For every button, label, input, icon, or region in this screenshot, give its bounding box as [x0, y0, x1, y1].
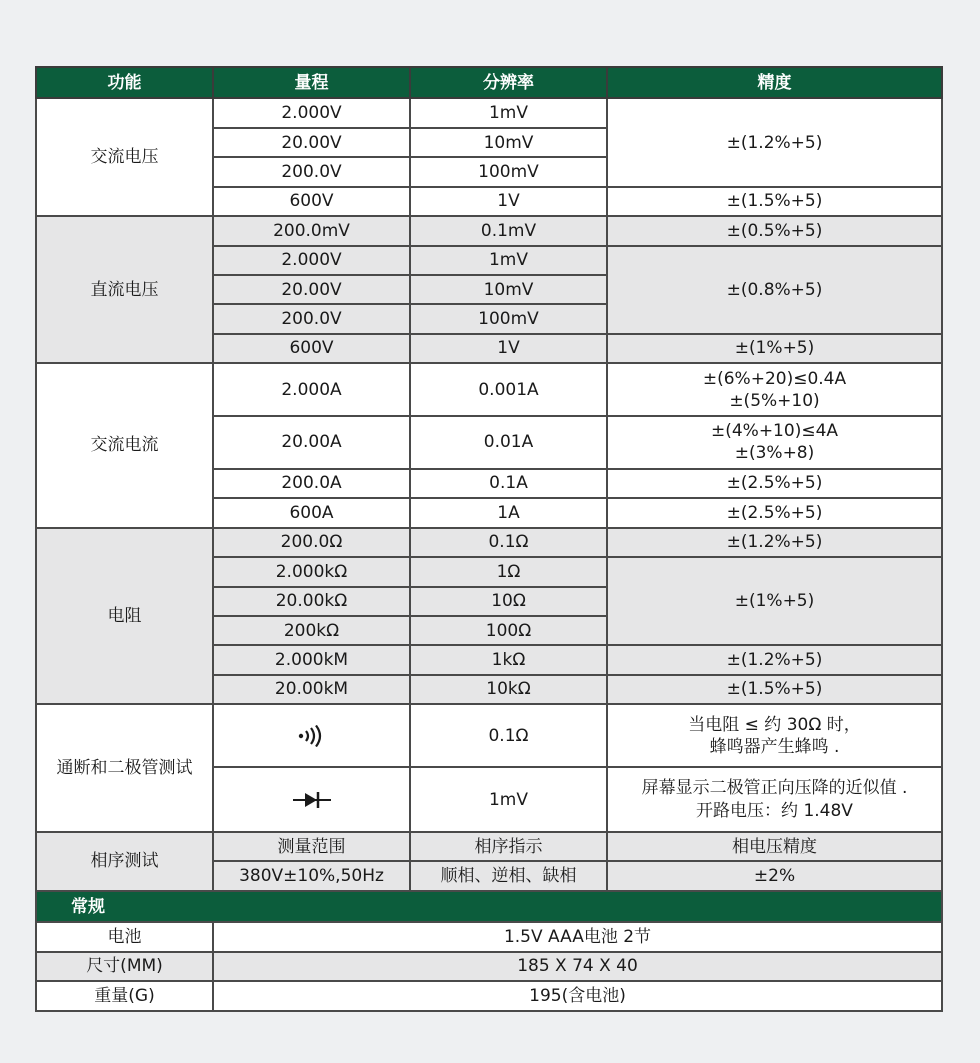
resolution-cell: 10mV	[410, 275, 607, 304]
resolution-cell: 0.1Ω	[410, 528, 607, 557]
resolution-cell: 1V	[410, 187, 607, 216]
general-label: 尺寸(MM)	[36, 952, 213, 981]
accuracy-line: ±(3%+8)	[734, 443, 815, 464]
accuracy-cell: ±(2.5%+5)	[607, 469, 942, 498]
table-row	[36, 98, 942, 127]
spec-table	[35, 66, 943, 1012]
accuracy-cell: ±(1.2%+5)	[607, 528, 942, 557]
buzzer-icon	[297, 725, 327, 747]
accuracy-cell	[607, 416, 942, 469]
accuracy-line: 开路电压：约 1.48V	[696, 800, 853, 821]
range-cell: 200.0mV	[213, 216, 410, 245]
range-cell: 2.000kM	[213, 645, 410, 674]
table-row	[36, 363, 942, 416]
phase-sub-header: 相序指示	[410, 832, 607, 861]
resolution-cell: 10mV	[410, 128, 607, 157]
resolution-cell: 0.01A	[410, 416, 607, 469]
general-value: 195(含电池)	[213, 981, 942, 1011]
resolution-cell: 1A	[410, 498, 607, 527]
table-row	[36, 216, 942, 245]
accuracy-cell	[607, 363, 942, 416]
phase-sub-header: 相电压精度	[607, 832, 942, 861]
header-range: 量程	[213, 67, 410, 98]
accuracy-line: 屏幕显示二极管正向压降的近似值 .	[641, 778, 908, 799]
accuracy-cell: ±(1%+5)	[607, 557, 942, 645]
resolution-cell: 0.1Ω	[410, 704, 607, 767]
phase-range: 380V±10%,50Hz	[213, 861, 410, 890]
range-cell: 600V	[213, 187, 410, 216]
header-function: 功能	[36, 67, 213, 98]
accuracy-line: 蜂鸣器产生蜂鸣 .	[709, 736, 840, 757]
accuracy-cell	[607, 767, 942, 832]
table-row	[36, 704, 942, 767]
header-resolution: 分辨率	[410, 67, 607, 98]
range-cell: 20.00V	[213, 275, 410, 304]
resolution-cell: 1kΩ	[410, 645, 607, 674]
table-row	[36, 832, 942, 861]
resolution-cell: 0.1mV	[410, 216, 607, 245]
range-cell: 200.0V	[213, 157, 410, 186]
accuracy-cell: ±(0.5%+5)	[607, 216, 942, 245]
accuracy-cell: ±(1.2%+5)	[607, 98, 942, 186]
resolution-cell: 100Ω	[410, 616, 607, 645]
function-ac-current: 交流电流	[36, 363, 213, 527]
table-row	[36, 528, 942, 557]
resolution-cell: 1mV	[410, 246, 607, 275]
resolution-cell: 1mV	[410, 98, 607, 127]
range-cell: 200.0A	[213, 469, 410, 498]
table-row	[36, 952, 942, 981]
resolution-cell: 100mV	[410, 157, 607, 186]
resolution-cell: 1Ω	[410, 557, 607, 586]
range-cell: 20.00V	[213, 128, 410, 157]
range-cell: 2.000kΩ	[213, 557, 410, 586]
range-cell: 20.00A	[213, 416, 410, 469]
resolution-cell: 0.001A	[410, 363, 607, 416]
function-dc-voltage: 直流电压	[36, 216, 213, 363]
accuracy-cell: ±(1.5%+5)	[607, 187, 942, 216]
function-continuity: 通断和二极管测试	[36, 704, 213, 832]
resolution-cell: 10Ω	[410, 587, 607, 616]
general-title: 常规	[36, 891, 942, 922]
range-cell: 20.00kM	[213, 675, 410, 704]
resolution-cell: 100mV	[410, 304, 607, 333]
accuracy-cell: ±(1.5%+5)	[607, 675, 942, 704]
range-cell: 600V	[213, 334, 410, 363]
diode-icon	[293, 791, 331, 809]
accuracy-line: 当电阻 ≤ 约 30Ω 时，	[688, 714, 861, 735]
general-value: 185 X 74 X 40	[213, 952, 942, 981]
accuracy-cell: ±(1%+5)	[607, 334, 942, 363]
resolution-cell: 0.1A	[410, 469, 607, 498]
range-cell: 200.0V	[213, 304, 410, 333]
buzzer-symbol-cell	[213, 704, 410, 767]
diode-symbol-cell	[213, 767, 410, 832]
range-cell: 2.000A	[213, 363, 410, 416]
function-phase: 相序测试	[36, 832, 213, 891]
function-ac-voltage: 交流电压	[36, 98, 213, 216]
range-cell: 2.000V	[213, 98, 410, 127]
general-label: 电池	[36, 922, 213, 951]
range-cell: 20.00kΩ	[213, 587, 410, 616]
header-row	[36, 67, 942, 98]
general-value: 1.5V AAA电池 2节	[213, 922, 942, 951]
resolution-cell: 10kΩ	[410, 675, 607, 704]
resolution-cell: 1mV	[410, 767, 607, 832]
general-label: 重量(G)	[36, 981, 213, 1011]
phase-accuracy: ±2%	[607, 861, 942, 890]
accuracy-cell: ±(2.5%+5)	[607, 498, 942, 527]
phase-indication: 顺相、逆相、缺相	[410, 861, 607, 890]
range-cell: 200.0Ω	[213, 528, 410, 557]
range-cell: 600A	[213, 498, 410, 527]
general-header-row	[36, 891, 942, 922]
accuracy-cell	[607, 704, 942, 767]
accuracy-cell: ±(1.2%+5)	[607, 645, 942, 674]
table-row	[36, 981, 942, 1011]
phase-sub-header: 测量范围	[213, 832, 410, 861]
range-cell: 2.000V	[213, 246, 410, 275]
accuracy-line: ±(4%+10)≤4A	[710, 421, 839, 442]
table-row	[36, 922, 942, 951]
range-cell: 200kΩ	[213, 616, 410, 645]
accuracy-line: ±(5%+10)	[729, 390, 820, 411]
header-accuracy: 精度	[607, 67, 942, 98]
spec-table-container	[35, 66, 941, 1012]
accuracy-line: ±(6%+20)≤0.4A	[702, 368, 847, 389]
resolution-cell: 1V	[410, 334, 607, 363]
function-resistance: 电阻	[36, 528, 213, 705]
accuracy-cell: ±(0.8%+5)	[607, 246, 942, 334]
